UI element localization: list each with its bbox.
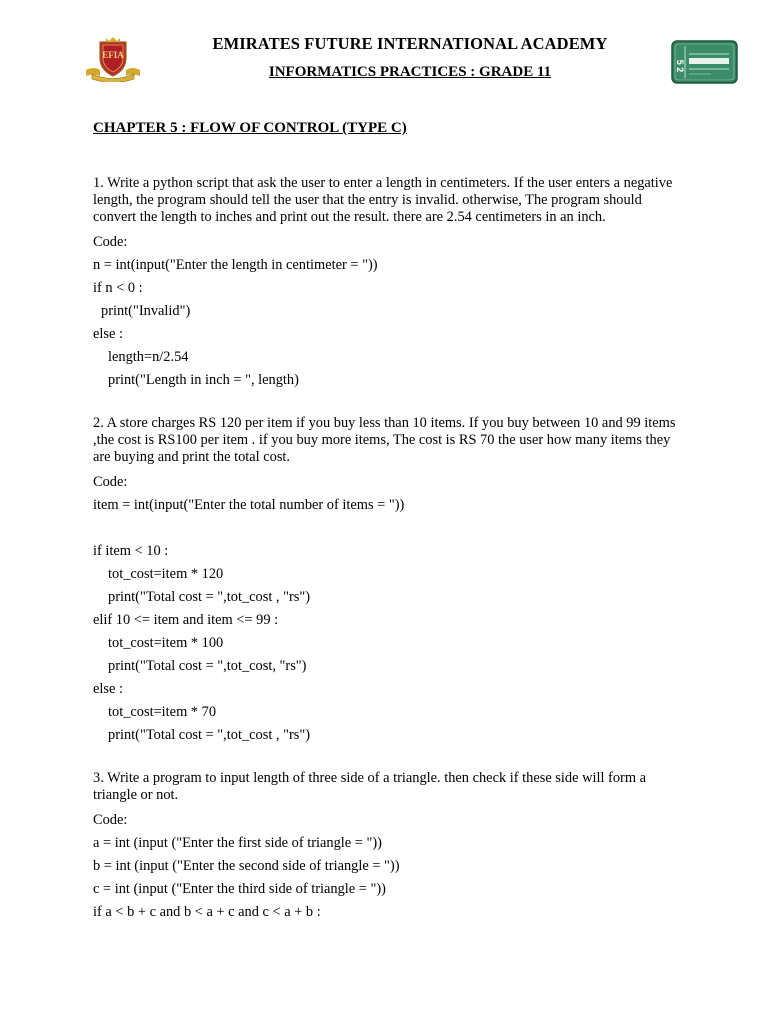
code-line: b = int (input ("Enter the second side of triangle = ")) bbox=[93, 858, 400, 874]
code-line: if a < b + c and b < a + c and c < a + b : bbox=[93, 904, 321, 920]
question-1-prompt: 1. Write a python script that ask the user to enter a length in centimeters. If the user enters a negative length, the program should tell the user that the entry is invalid. otherwise, The program should convert the length to inches and print out the result. there are 2.54 centimeters in an inch. bbox=[93, 175, 673, 225]
code-line: print("Total cost = ",tot_cost , "rs") bbox=[108, 727, 311, 743]
sustainability-badge-logo bbox=[671, 40, 738, 84]
code-label: Code: bbox=[93, 812, 128, 828]
code-line: a = int (input ("Enter the first side of triangle = ")) bbox=[93, 835, 382, 851]
school-crest-logo bbox=[84, 36, 142, 82]
code-line: item = int(input("Enter the total number of items = ")) bbox=[93, 497, 405, 513]
badge-number: 5 2 bbox=[675, 59, 685, 73]
code-line: tot_cost=item * 100 bbox=[108, 635, 224, 651]
code-line: n = int(input("Enter the length in centimeter = ")) bbox=[93, 257, 378, 273]
code-line: else : bbox=[93, 681, 123, 697]
code-line: length=n/2.54 bbox=[108, 349, 189, 365]
crest-letters: EFIA bbox=[102, 50, 124, 60]
spacer bbox=[93, 747, 678, 770]
code-line: tot_cost=item * 120 bbox=[108, 566, 224, 582]
code-line: elif 10 <= item and item <= 99 : bbox=[93, 612, 279, 628]
code-line: print("Invalid") bbox=[101, 303, 191, 319]
question-3-prompt: 3. Write a program to input length of three side of a triangle. then check if these side will form a triangle or not. bbox=[93, 770, 647, 803]
code-line: if n < 0 : bbox=[93, 280, 143, 296]
code-line: tot_cost=item * 70 bbox=[108, 704, 217, 720]
subject-heading: INFORMATICS PRACTICES : GRADE 11 bbox=[268, 64, 552, 80]
code-line: if item < 10 : bbox=[93, 543, 169, 559]
blank-line bbox=[93, 517, 678, 540]
code-label: Code: bbox=[93, 474, 128, 490]
code-line: else : bbox=[93, 326, 123, 342]
code-line: print("Total cost = ",tot_cost, "rs") bbox=[108, 658, 307, 674]
spacer bbox=[93, 392, 678, 415]
code-line: print("Length in inch = ", length) bbox=[108, 372, 299, 388]
chapter-title: CHAPTER 5 : FLOW OF CONTROL (TYPE C) bbox=[93, 120, 407, 136]
school-name-heading: EMIRATES FUTURE INTERNATIONAL ACADEMY bbox=[212, 34, 608, 53]
code-label: Code: bbox=[93, 234, 128, 250]
question-2-prompt: 2. A store charges RS 120 per item if you buy less than 10 items. If you buy between 10 and 99 items ,the cost is RS100 per item . if you buy more items, The cost is RS 70 the user how many items they are buying and print the total cost. bbox=[93, 415, 676, 465]
code-line: print("Total cost = ",tot_cost , "rs") bbox=[108, 589, 311, 605]
questions-content bbox=[93, 175, 678, 924]
code-line: c = int (input ("Enter the third side of triangle = ")) bbox=[93, 881, 386, 897]
